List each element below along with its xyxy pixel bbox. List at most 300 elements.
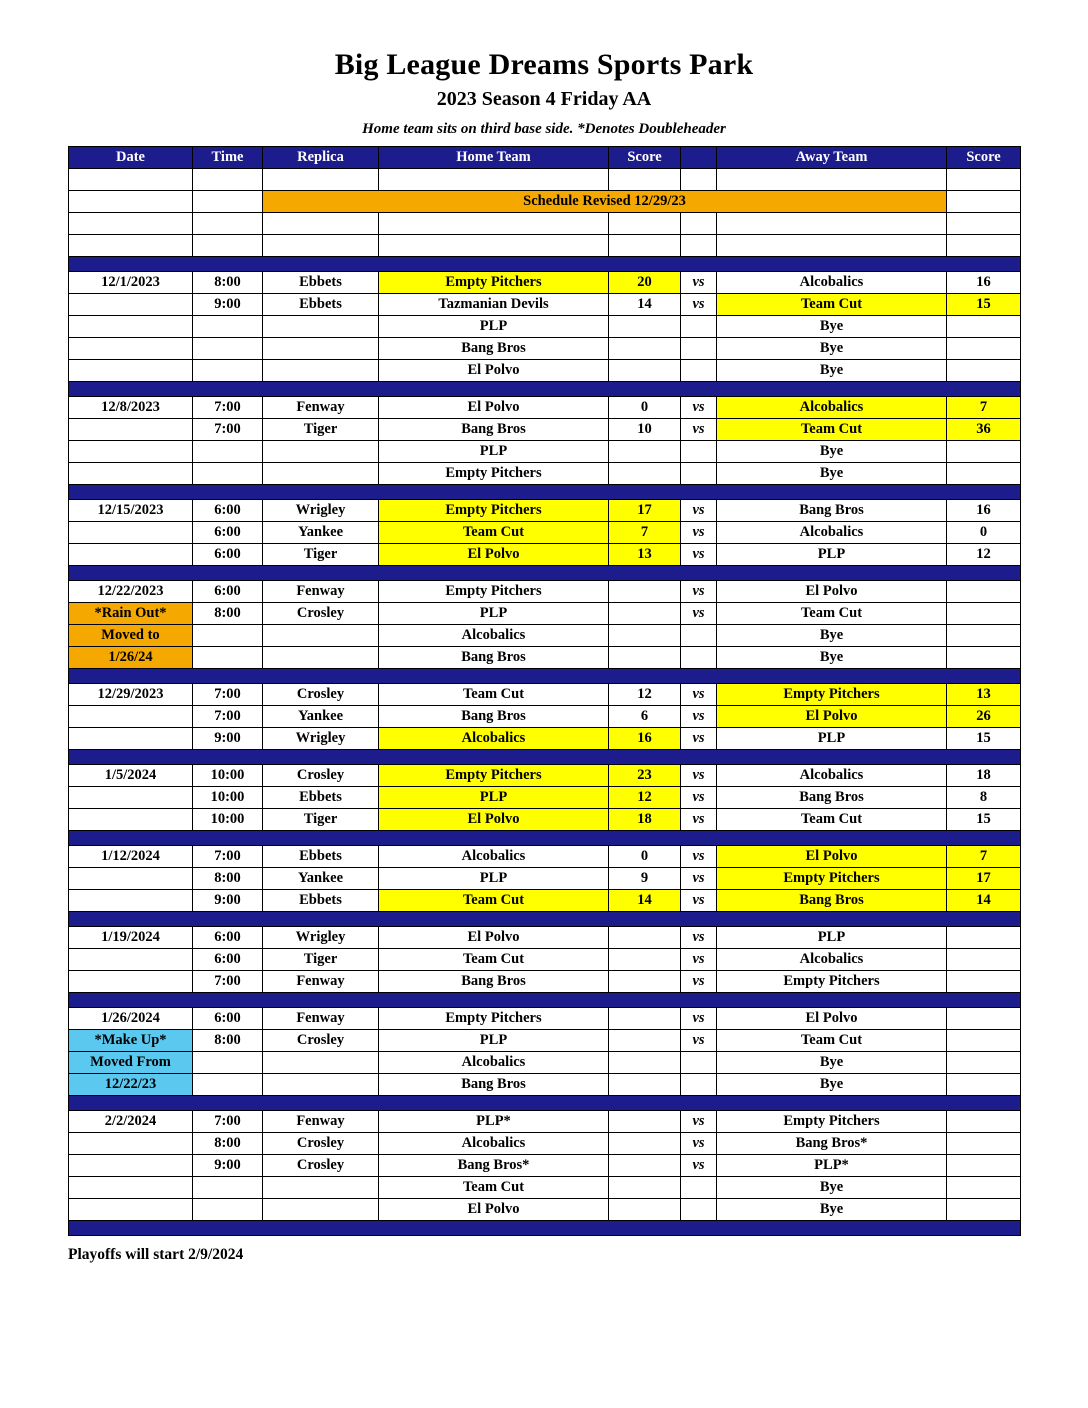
cell-away-team: El Polvo (717, 1008, 947, 1030)
table-row[interactable] (69, 463, 1021, 485)
cell-home-team: Bang Bros (379, 971, 609, 993)
table-row[interactable] (69, 647, 1021, 669)
table-row[interactable] (69, 765, 1021, 787)
cell-replica: Crosley (263, 1155, 379, 1177)
cell-time (193, 1177, 263, 1199)
table-row[interactable] (69, 360, 1021, 382)
cell-away-score (947, 647, 1021, 669)
week-separator-row (69, 566, 1021, 581)
cell-away-score (947, 949, 1021, 971)
table-row[interactable] (69, 397, 1021, 419)
cell-away-team: Alcobalics (717, 765, 947, 787)
cell-home-team: Alcobalics (379, 1052, 609, 1074)
table-row[interactable] (69, 809, 1021, 831)
cell-time (193, 360, 263, 382)
cell-home-score (609, 581, 681, 603)
cell-date (69, 728, 193, 750)
cell-home-team: Team Cut (379, 522, 609, 544)
cell-away-team: Empty Pitchers (717, 684, 947, 706)
table-row[interactable] (69, 706, 1021, 728)
cell-away-team: Bye (717, 463, 947, 485)
cell-home-team: Team Cut (379, 1177, 609, 1199)
blank-cell (379, 213, 609, 235)
cell-replica: Fenway (263, 1008, 379, 1030)
cell-home-score: 12 (609, 787, 681, 809)
cell-away-team: Team Cut (717, 809, 947, 831)
cell-time: 7:00 (193, 971, 263, 993)
cell-home-score (609, 316, 681, 338)
cell-time: 6:00 (193, 544, 263, 566)
cell-replica: Tiger (263, 544, 379, 566)
blank-cell (263, 213, 379, 235)
cell-time: 7:00 (193, 419, 263, 441)
blank-cell (947, 213, 1021, 235)
cell-date: Moved From (69, 1052, 193, 1074)
cell-away-team: Alcobalics (717, 949, 947, 971)
cell-away-team: Bye (717, 1074, 947, 1096)
table-row[interactable] (69, 316, 1021, 338)
cell-vs (681, 1074, 717, 1096)
cell-replica: Tiger (263, 949, 379, 971)
cell-replica: Crosley (263, 765, 379, 787)
cell-time: 10:00 (193, 809, 263, 831)
cell-away-team: Alcobalics (717, 397, 947, 419)
blank-cell (609, 213, 681, 235)
cell-vs: vs (681, 868, 717, 890)
week-separator-cell (69, 382, 1021, 397)
cell-home-team: PLP (379, 1030, 609, 1052)
cell-date: 12/22/2023 (69, 581, 193, 603)
cell-date: 1/19/2024 (69, 927, 193, 949)
cell-date (69, 706, 193, 728)
table-row[interactable] (69, 890, 1021, 912)
cell-date (69, 1133, 193, 1155)
cell-replica: Ebbets (263, 294, 379, 316)
cell-home-team: El Polvo (379, 1199, 609, 1221)
cell-home-team: Alcobalics (379, 728, 609, 750)
table-row[interactable] (69, 684, 1021, 706)
cell-date: 1/12/2024 (69, 846, 193, 868)
cell-away-team: PLP (717, 544, 947, 566)
cell-vs: vs (681, 927, 717, 949)
cell-replica (263, 1074, 379, 1096)
table-row[interactable] (69, 500, 1021, 522)
banner-left-pad (69, 191, 193, 213)
cell-replica: Fenway (263, 971, 379, 993)
cell-vs: vs (681, 1111, 717, 1133)
cell-vs: vs (681, 603, 717, 625)
week-separator-cell (69, 1221, 1021, 1236)
cell-home-team: El Polvo (379, 544, 609, 566)
cell-vs: vs (681, 809, 717, 831)
week-separator-cell (69, 912, 1021, 927)
cell-home-team: Alcobalics (379, 846, 609, 868)
cell-time: 6:00 (193, 949, 263, 971)
blank-cell (609, 235, 681, 257)
cell-time: 7:00 (193, 1111, 263, 1133)
cell-time: 9:00 (193, 1155, 263, 1177)
blank-cell (681, 235, 717, 257)
table-row[interactable] (69, 1052, 1021, 1074)
cell-time: 7:00 (193, 684, 263, 706)
cell-home-score: 14 (609, 890, 681, 912)
cell-vs (681, 360, 717, 382)
cell-time: 8:00 (193, 272, 263, 294)
cell-date: *Rain Out* (69, 603, 193, 625)
cell-home-score: 18 (609, 809, 681, 831)
cell-home-team: Bang Bros (379, 338, 609, 360)
cell-vs (681, 1177, 717, 1199)
cell-time: 8:00 (193, 868, 263, 890)
cell-date (69, 971, 193, 993)
week-separator-cell (69, 1096, 1021, 1111)
cell-away-team: Alcobalics (717, 272, 947, 294)
cell-away-score: 17 (947, 868, 1021, 890)
banner-left-pad-2 (193, 191, 263, 213)
cell-date (69, 1199, 193, 1221)
cell-vs: vs (681, 1133, 717, 1155)
cell-date: *Make Up* (69, 1030, 193, 1052)
cell-away-score (947, 581, 1021, 603)
cell-replica: Wrigley (263, 927, 379, 949)
cell-home-team: Empty Pitchers (379, 1008, 609, 1030)
cell-time (193, 316, 263, 338)
page-subtitle: 2023 Season 4 Friday AA (436, 88, 652, 110)
cell-vs: vs (681, 846, 717, 868)
week-separator-row (69, 1096, 1021, 1111)
cell-date (69, 1155, 193, 1177)
table-row[interactable] (69, 949, 1021, 971)
cell-home-team: Empty Pitchers (379, 500, 609, 522)
cell-date: 1/26/2024 (69, 1008, 193, 1030)
cell-vs (681, 316, 717, 338)
blank-cell (69, 169, 193, 191)
cell-time: 6:00 (193, 1008, 263, 1030)
week-separator-row (69, 912, 1021, 927)
cell-date: 12/22/23 (69, 1074, 193, 1096)
cell-vs: vs (681, 522, 717, 544)
cell-date (69, 338, 193, 360)
cell-home-score (609, 1030, 681, 1052)
cell-away-score (947, 360, 1021, 382)
cell-vs: vs (681, 500, 717, 522)
cell-home-score: 7 (609, 522, 681, 544)
blank-cell (947, 235, 1021, 257)
table-row[interactable] (69, 544, 1021, 566)
cell-home-score: 0 (609, 397, 681, 419)
cell-time: 9:00 (193, 890, 263, 912)
cell-date (69, 544, 193, 566)
cell-away-score (947, 1199, 1021, 1221)
cell-date (69, 294, 193, 316)
cell-home-score (609, 463, 681, 485)
blank-cell (609, 169, 681, 191)
page-note: Home team sits on third base side. *Denotes Doubleheader (362, 121, 726, 137)
week-separator-row (69, 750, 1021, 765)
cell-date (69, 890, 193, 912)
table-row[interactable] (69, 419, 1021, 441)
cell-away-score (947, 463, 1021, 485)
page-title: Big League Dreams Sports Park (334, 48, 754, 81)
cell-away-score (947, 603, 1021, 625)
table-row[interactable] (69, 1133, 1021, 1155)
cell-vs: vs (681, 765, 717, 787)
table-row[interactable] (69, 971, 1021, 993)
cell-home-team: Empty Pitchers (379, 581, 609, 603)
table-row[interactable] (69, 927, 1021, 949)
cell-replica (263, 625, 379, 647)
table-row[interactable] (69, 728, 1021, 750)
table-row[interactable] (69, 625, 1021, 647)
cell-date (69, 1177, 193, 1199)
cell-home-score (609, 927, 681, 949)
cell-home-team: Bang Bros (379, 1074, 609, 1096)
cell-replica: Wrigley (263, 728, 379, 750)
cell-away-score: 15 (947, 728, 1021, 750)
blank-cell (681, 213, 717, 235)
cell-home-score: 17 (609, 500, 681, 522)
cell-home-score: 20 (609, 272, 681, 294)
table-row[interactable] (69, 1008, 1021, 1030)
cell-vs (681, 625, 717, 647)
cell-replica: Crosley (263, 684, 379, 706)
cell-away-score: 0 (947, 522, 1021, 544)
cell-date (69, 316, 193, 338)
cell-away-team: Team Cut (717, 1030, 947, 1052)
cell-vs: vs (681, 728, 717, 750)
cell-time: 6:00 (193, 522, 263, 544)
cell-time: 8:00 (193, 1030, 263, 1052)
week-separator-row (69, 669, 1021, 684)
cell-home-team: Bang Bros* (379, 1155, 609, 1177)
cell-away-team: Bang Bros (717, 787, 947, 809)
cell-away-score: 7 (947, 846, 1021, 868)
cell-away-team: PLP* (717, 1155, 947, 1177)
cell-home-team: El Polvo (379, 397, 609, 419)
cell-time: 7:00 (193, 397, 263, 419)
table-row[interactable] (69, 581, 1021, 603)
cell-vs: vs (681, 971, 717, 993)
cell-home-team: Team Cut (379, 684, 609, 706)
cell-home-score (609, 603, 681, 625)
table-row[interactable] (69, 868, 1021, 890)
cell-home-score: 13 (609, 544, 681, 566)
cell-home-score: 0 (609, 846, 681, 868)
cell-home-team: Empty Pitchers (379, 463, 609, 485)
cell-vs: vs (681, 684, 717, 706)
schedule-table (68, 146, 1021, 1236)
cell-away-score: 8 (947, 787, 1021, 809)
table-row[interactable] (69, 1111, 1021, 1133)
cell-away-score: 15 (947, 809, 1021, 831)
column-header-away-team: Away Team (717, 147, 947, 169)
table-row[interactable] (69, 1030, 1021, 1052)
cell-date (69, 787, 193, 809)
cell-time: 9:00 (193, 294, 263, 316)
blank-cell (193, 169, 263, 191)
cell-away-score: 13 (947, 684, 1021, 706)
cell-home-score (609, 647, 681, 669)
revision-banner-row (69, 191, 1021, 213)
cell-home-score (609, 1177, 681, 1199)
column-header-home-team: Home Team (379, 147, 609, 169)
cell-home-score (609, 1133, 681, 1155)
table-row[interactable] (69, 846, 1021, 868)
cell-home-score: 9 (609, 868, 681, 890)
header-row (69, 147, 1021, 169)
cell-replica: Ebbets (263, 890, 379, 912)
table-row[interactable] (69, 787, 1021, 809)
cell-away-team: Team Cut (717, 419, 947, 441)
cell-replica: Tiger (263, 809, 379, 831)
week-separator-cell (69, 993, 1021, 1008)
week-separator-cell (69, 669, 1021, 684)
cell-home-team: Bang Bros (379, 647, 609, 669)
cell-date: 12/8/2023 (69, 397, 193, 419)
cell-vs (681, 647, 717, 669)
table-row[interactable] (69, 1074, 1021, 1096)
cell-home-team: El Polvo (379, 360, 609, 382)
week-separator-cell (69, 831, 1021, 846)
cell-replica: Wrigley (263, 500, 379, 522)
cell-away-team: Empty Pitchers (717, 971, 947, 993)
cell-away-score (947, 1008, 1021, 1030)
column-header-away-score: Score (947, 147, 1021, 169)
cell-away-score: 7 (947, 397, 1021, 419)
cell-time (193, 647, 263, 669)
table-row[interactable] (69, 338, 1021, 360)
blank-cell (379, 169, 609, 191)
cell-date: 12/1/2023 (69, 272, 193, 294)
cell-home-team: El Polvo (379, 927, 609, 949)
cell-away-score (947, 927, 1021, 949)
cell-home-team: Bang Bros (379, 706, 609, 728)
cell-vs: vs (681, 949, 717, 971)
table-row[interactable] (69, 1155, 1021, 1177)
cell-date: Moved to (69, 625, 193, 647)
blank-cell (947, 169, 1021, 191)
cell-away-score: 15 (947, 294, 1021, 316)
cell-away-score (947, 1052, 1021, 1074)
cell-time (193, 1052, 263, 1074)
cell-away-score: 16 (947, 272, 1021, 294)
week-separator-row (69, 993, 1021, 1008)
cell-away-score (947, 625, 1021, 647)
blank-cell (717, 169, 947, 191)
table-row[interactable] (69, 1177, 1021, 1199)
blank-cell (263, 169, 379, 191)
cell-home-score: 16 (609, 728, 681, 750)
blank-row (69, 235, 1021, 257)
cell-replica (263, 316, 379, 338)
cell-vs (681, 338, 717, 360)
cell-vs (681, 441, 717, 463)
cell-home-score (609, 1155, 681, 1177)
cell-home-team: Empty Pitchers (379, 272, 609, 294)
table-row[interactable] (69, 522, 1021, 544)
cell-home-score: 10 (609, 419, 681, 441)
cell-date: 12/29/2023 (69, 684, 193, 706)
cell-away-team: Bang Bros (717, 500, 947, 522)
cell-date: 12/15/2023 (69, 500, 193, 522)
column-header-time: Time (193, 147, 263, 169)
cell-vs (681, 463, 717, 485)
cell-vs: vs (681, 272, 717, 294)
table-row[interactable] (69, 603, 1021, 625)
table-header (69, 147, 1021, 169)
week-separator-row (69, 485, 1021, 500)
cell-away-score (947, 1030, 1021, 1052)
cell-replica (263, 1199, 379, 1221)
week-separator-cell (69, 750, 1021, 765)
cell-time (193, 1074, 263, 1096)
cell-time: 6:00 (193, 500, 263, 522)
cell-date (69, 419, 193, 441)
table-row[interactable] (69, 1199, 1021, 1221)
week-separator-cell (69, 485, 1021, 500)
cell-replica (263, 360, 379, 382)
cell-replica (263, 441, 379, 463)
cell-time (193, 463, 263, 485)
cell-replica: Fenway (263, 1111, 379, 1133)
cell-vs: vs (681, 1030, 717, 1052)
cell-date (69, 463, 193, 485)
cell-away-team: Bye (717, 1177, 947, 1199)
cell-date: 2/2/2024 (69, 1111, 193, 1133)
cell-home-score (609, 1074, 681, 1096)
cell-away-score (947, 971, 1021, 993)
table-row[interactable] (69, 441, 1021, 463)
cell-home-team: El Polvo (379, 809, 609, 831)
cell-replica: Crosley (263, 603, 379, 625)
cell-home-score: 12 (609, 684, 681, 706)
cell-home-score (609, 971, 681, 993)
cell-away-score: 14 (947, 890, 1021, 912)
cell-date (69, 441, 193, 463)
footer-area (68, 1246, 1020, 1264)
cell-replica (263, 1052, 379, 1074)
revision-banner-text: Schedule Revised 12/29/23 (263, 191, 947, 213)
blank-cell (717, 235, 947, 257)
cell-home-score: 23 (609, 765, 681, 787)
cell-replica (263, 1177, 379, 1199)
cell-replica: Fenway (263, 581, 379, 603)
cell-home-score (609, 441, 681, 463)
column-header-replica: Replica (263, 147, 379, 169)
week-separator-row (69, 1221, 1021, 1236)
blank-row (69, 213, 1021, 235)
cell-home-team: PLP (379, 316, 609, 338)
cell-time (193, 1199, 263, 1221)
cell-replica: Yankee (263, 868, 379, 890)
cell-date (69, 360, 193, 382)
cell-away-score (947, 1133, 1021, 1155)
cell-vs: vs (681, 294, 717, 316)
table-row[interactable] (69, 294, 1021, 316)
cell-home-score (609, 625, 681, 647)
cell-away-team: Bye (717, 360, 947, 382)
cell-date (69, 522, 193, 544)
cell-away-team: Bye (717, 625, 947, 647)
cell-away-team: Bye (717, 647, 947, 669)
cell-vs (681, 1052, 717, 1074)
cell-home-score (609, 338, 681, 360)
table-row[interactable] (69, 272, 1021, 294)
playoffs-note: Playoffs will start 2/9/2024 (68, 1246, 244, 1263)
cell-vs: vs (681, 890, 717, 912)
cell-time: 10:00 (193, 787, 263, 809)
cell-away-team: El Polvo (717, 581, 947, 603)
